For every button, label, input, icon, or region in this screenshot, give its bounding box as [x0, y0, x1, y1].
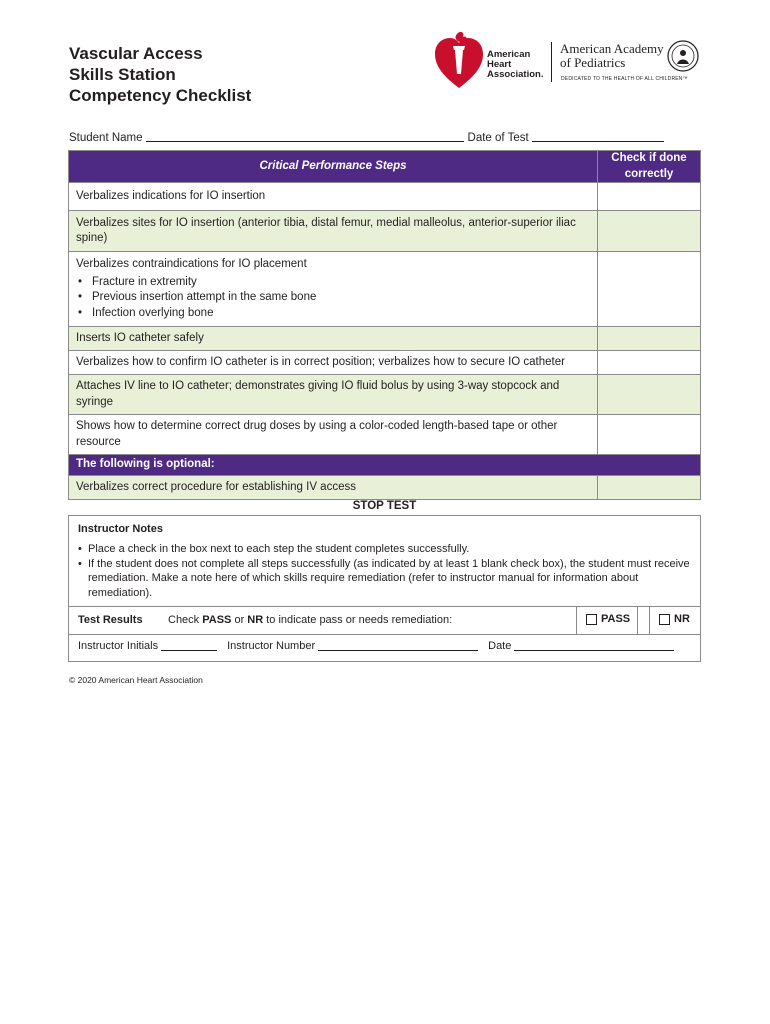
step-text: Verbalizes indications for IO insertion [69, 183, 598, 211]
page-title [69, 43, 251, 106]
aap-tagline: DEDICATED TO THE HEALTH OF ALL CHILDREN™ [561, 76, 688, 82]
steps-table [68, 150, 701, 500]
nr-option [649, 606, 701, 634]
logo-block [433, 30, 703, 92]
instructor-signoff-row [78, 640, 690, 652]
contraindication-list [76, 275, 590, 322]
list-item: • If the student does not complete all steps successfully (as indicated by at least 1 blank check box), the student must receive remediation. Make a note here of which skills require remediation (refer to instructor manual for information about remediation). [78, 557, 696, 601]
student-name-label: Student Name [69, 132, 143, 144]
table-row [69, 415, 701, 455]
results-pre: Check [168, 614, 203, 626]
test-results-instructions [168, 614, 452, 626]
table-row [69, 252, 701, 327]
step-check-box[interactable] [598, 476, 701, 500]
aha-line-2: Heart [487, 59, 512, 70]
date-of-test-field[interactable] [532, 130, 664, 142]
instructor-initials-field[interactable] [161, 640, 217, 651]
optional-header-row [69, 455, 701, 476]
step-text: Verbalizes contraindications for IO placement [76, 258, 307, 270]
title-line-1: Vascular Access [69, 44, 203, 63]
copyright: © 2020 American Heart Association [69, 675, 203, 685]
aap-line-2: of Pediatrics [560, 55, 626, 70]
instructor-date-field[interactable] [514, 640, 674, 651]
aap-wordmark [560, 42, 664, 70]
list-item: • Place a check in the box next to each step the student completes successfully. [78, 542, 696, 557]
table-row [69, 183, 701, 211]
optional-label: The following is optional: [69, 455, 701, 476]
step-text: Attaches IV line to IO catheter; demonstrates giving IO fluid bolus by using 3-way stopcock and syringe [69, 375, 598, 415]
aha-line-3: Association. [487, 69, 544, 80]
header-check: Check if done correctly [598, 151, 701, 183]
step-check-box[interactable] [598, 327, 701, 351]
date-of-test-label: Date of Test [467, 132, 529, 144]
nr-label: NR [674, 613, 690, 625]
title-line-2: Skills Station [69, 65, 176, 84]
logo-divider [551, 42, 552, 82]
instructor-number-label: Instructor Number [227, 640, 316, 652]
title-line-3: Competency Checklist [69, 86, 252, 105]
results-pass-word: PASS [202, 614, 232, 626]
table-row [69, 327, 701, 351]
table-row [69, 375, 701, 415]
aha-heart-torch-icon [433, 30, 485, 90]
step-text: Shows how to determine correct drug doses by using a color-coded length-based tape or other resource [69, 415, 598, 455]
step-cell [69, 252, 598, 327]
list-item: • Previous insertion attempt in the same bone [76, 290, 590, 306]
aap-seal-icon [667, 40, 699, 72]
step-text: Inserts IO catheter safely [69, 327, 598, 351]
stop-test-label: STOP TEST [352, 500, 417, 512]
table-row [69, 211, 701, 252]
step-check-box[interactable] [598, 252, 701, 327]
step-text: Verbalizes sites for IO insertion (anterior tibia, distal femur, medial malleolus, anterior-superior iliac spine) [69, 211, 598, 252]
instructor-number-field[interactable] [318, 640, 478, 651]
step-check-box[interactable] [598, 183, 701, 211]
step-check-box[interactable] [598, 415, 701, 455]
aha-line-1: American [487, 49, 531, 60]
test-results-row [69, 606, 700, 635]
results-post: to indicate pass or needs remediation: [263, 614, 453, 626]
student-info-line [69, 130, 701, 144]
instructor-notes-heading: Instructor Notes [78, 523, 163, 535]
table-row [69, 351, 701, 375]
step-check-box[interactable] [598, 211, 701, 252]
test-results-label: Test Results [78, 614, 143, 626]
header-critical-steps: Critical Performance Steps [69, 151, 598, 183]
pass-label: PASS [601, 613, 631, 625]
aha-wordmark [487, 50, 544, 80]
results-mid: or [231, 614, 248, 626]
instructor-initials-label: Instructor Initials [78, 640, 159, 652]
table-row [69, 476, 701, 500]
pass-option [576, 606, 638, 634]
instructor-notes-list [78, 542, 696, 600]
pass-checkbox[interactable] [586, 614, 597, 625]
step-text: Verbalizes how to confirm IO catheter is in correct position; verbalizes how to secure IO catheter [69, 351, 598, 375]
list-item: • Infection overlying bone [76, 306, 590, 322]
student-name-field[interactable] [146, 130, 464, 142]
step-check-box[interactable] [598, 375, 701, 415]
step-check-box[interactable] [598, 351, 701, 375]
nr-checkbox[interactable] [659, 614, 670, 625]
step-text: Verbalizes correct procedure for establishing IV access [69, 476, 598, 500]
instructor-notes-box [68, 515, 701, 662]
instructor-date-label: Date [488, 640, 512, 652]
results-nr-word: NR [247, 614, 264, 626]
aap-line-1: American Academy [560, 41, 664, 56]
list-item: • Fracture in extremity [76, 275, 590, 291]
table-header [69, 151, 701, 183]
